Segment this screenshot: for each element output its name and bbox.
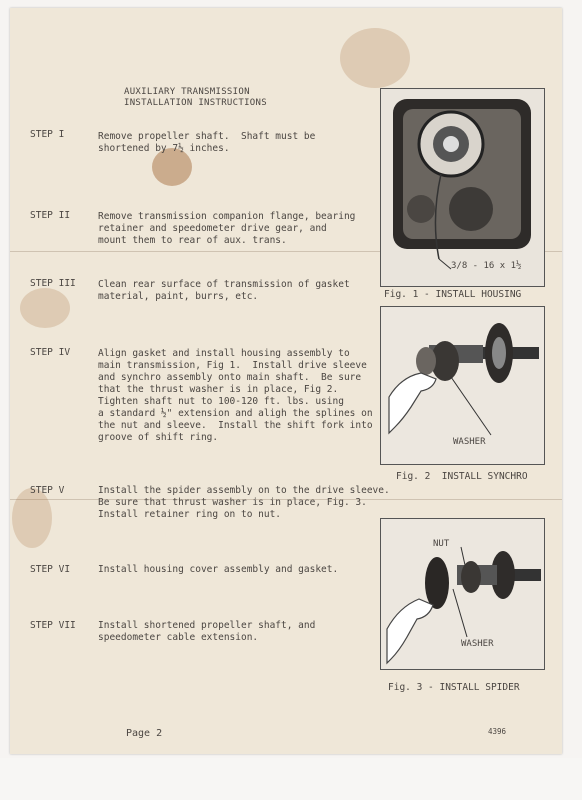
figure-3-spider-photo: [380, 518, 545, 670]
step-text-line: and synchro assembly onto main shaft. Be sure: [98, 372, 362, 383]
figure-2-synchro-photo: [380, 306, 545, 465]
step-text-line: Install retainer ring on to nut.: [98, 509, 282, 520]
document-code: 4396: [488, 727, 507, 736]
transmission-housing-illustration: [381, 89, 544, 286]
stain: [12, 488, 52, 548]
figure-3-caption: Fig. 3 - INSTALL SPIDER: [388, 682, 520, 693]
step-text-line: material, paint, burrs, etc.: [98, 291, 259, 302]
step-text-line: shortened by 7½ inches.: [98, 143, 230, 154]
step-text-line: speedometer cable extension.: [98, 632, 259, 643]
step-text-line: Install shortened propeller shaft, and: [98, 620, 316, 631]
step-label: STEP VI: [30, 564, 71, 575]
page-number: Page 2: [126, 728, 163, 739]
step-text-line: a standard ½" extension and aligh the splines on: [98, 408, 373, 419]
figure-2-caption: Fig. 2 INSTALL SYNCHRO: [396, 471, 528, 482]
step-text-line: Clean rear surface of transmission of gasket: [98, 279, 350, 290]
step-text-line: Be sure that thrust washer is in place, Fig. 3.: [98, 497, 367, 508]
figure-1-caption: Fig. 1 - INSTALL HOUSING: [384, 289, 522, 300]
step-text-line: mount them to rear of aux. trans.: [98, 235, 287, 246]
step-text-line: groove of shift ring.: [98, 432, 219, 443]
step-text-line: Remove propeller shaft. Shaft must be: [98, 131, 316, 142]
washer-label: WASHER: [461, 639, 494, 649]
stain: [340, 28, 410, 88]
figure-1-housing-photo: [380, 88, 545, 287]
step-label: STEP V: [30, 485, 65, 496]
bolt-size-label: 3/8 - 16 x 1½: [451, 261, 522, 271]
step-label: STEP VII: [30, 620, 76, 631]
scan-background: [0, 758, 582, 800]
step-text-line: Install the spider assembly on to the drive sleeve.: [98, 485, 390, 496]
step-label: STEP II: [30, 210, 71, 221]
step-text-line: Remove transmission companion flange, bearing: [98, 211, 356, 222]
step-text-line: Align gasket and install housing assembly to: [98, 348, 350, 359]
step-text-line: that the thrust washer is in place, Fig 2.: [98, 384, 339, 395]
title-line-1: AUXILIARY TRANSMISSION: [124, 87, 250, 97]
washer-label: WASHER: [453, 437, 486, 447]
stain: [20, 288, 70, 328]
title-line-2: INSTALLATION INSTRUCTIONS: [124, 98, 267, 108]
instruction-sheet: [10, 8, 562, 754]
step-text-line: Tighten shaft nut to 100-120 ft. lbs. using: [98, 396, 344, 407]
step-text-line: main transmission, Fig 1. Install drive sleeve: [98, 360, 367, 371]
step-text-line: the nut and sleeve. Install the shift fork into: [98, 420, 373, 431]
step-label: STEP IV: [30, 347, 71, 358]
nut-label: NUT: [433, 539, 450, 549]
step-label: STEP I: [30, 129, 65, 140]
step-text-line: retainer and speedometer drive gear, and: [98, 223, 327, 234]
step-text-line: Install housing cover assembly and gasket.: [98, 564, 339, 575]
step-label: STEP III: [30, 278, 76, 289]
